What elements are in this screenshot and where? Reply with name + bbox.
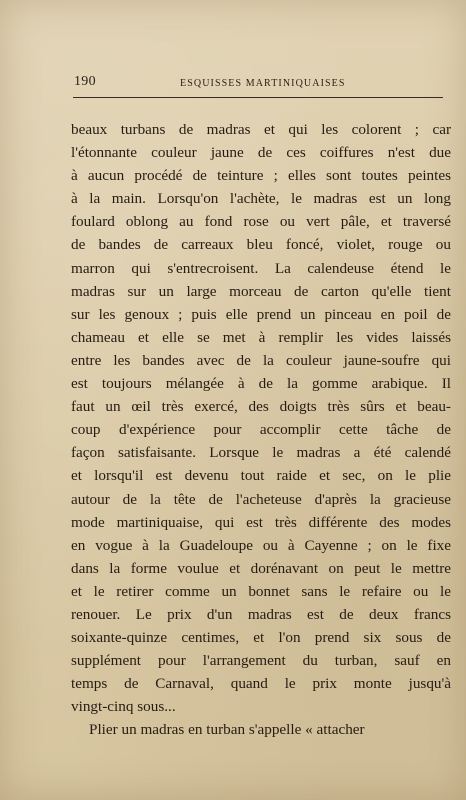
text-line: marron qui s'entrecroisent. La calendeuse étend le [71, 259, 451, 277]
text-line: l'étonnante couleur jaune de ces coiffures n'est due [71, 144, 451, 162]
text-line: à la main. Lorsqu'on l'achète, le madras est un long [71, 190, 451, 208]
text-line: façon satisfaisante. Lorsque le madras a été calendé [71, 444, 451, 462]
text-line: autour de la tête de l'acheteuse d'après la gracieuse [71, 490, 451, 508]
header-rule [73, 97, 443, 98]
text-line: renouer. Le prix d'un madras est de deux francs [71, 605, 451, 623]
body-text [71, 118, 451, 742]
text-line: est toujours mélangée à de la gomme arabique. Il [71, 375, 451, 393]
text-line: supplément pour l'arrangement du turban, sauf en [71, 652, 451, 670]
running-title: ESQUISSES MARTINIQUAISES [180, 78, 346, 89]
text-line: et le retirer comme un bonnet sans le refaire ou le [71, 582, 451, 600]
text-line: beaux turbans de madras et qui les colorent ; car [71, 121, 451, 138]
text-line: sur les genoux ; puis elle prend un pinceau en poil de [71, 305, 451, 323]
text-line: madras sur un large morceau de carton qu'elle tient [71, 282, 451, 300]
text-line: mode martiniquaise, qui est très différente des modes [71, 513, 451, 531]
page-number: 190 [74, 74, 96, 89]
text-line: à aucun procédé de teinture ; elles sont toutes peintes [71, 167, 451, 185]
page-header [74, 74, 442, 94]
text-line: dans la forme voulue et dorénavant on peut le mettre [71, 559, 451, 577]
text-line: et lorsqu'il est devenu tout raide et sec, on le plie [71, 467, 451, 485]
text-line: soixante-quinze centimes, et l'on prend six sous de [71, 629, 451, 647]
text-line: temps de Carnaval, quand le prix monte jusqu'à [71, 675, 451, 693]
text-line: vingt-cinq sous... [71, 698, 176, 716]
text-line: en vogue à la Guadeloupe ou à Cayenne ; on le fixe [71, 536, 451, 554]
text-line: entre les bandes avec de la couleur jaune-soufre qui [71, 351, 451, 369]
text-line: Plier un madras en turban s'appelle « attacher [89, 721, 365, 739]
text-line: foulard oblong au fond rose ou vert pâle, et traversé [71, 213, 451, 231]
text-line: chameau et elle se met à remplir les vides laissés [71, 328, 451, 346]
text-line: faut un œil très exercé, des doigts très sûrs et beau- [71, 398, 451, 416]
text-line: de bandes de carreaux bleu foncé, violet, rouge ou [71, 236, 451, 254]
text-line: coup d'expérience pour accomplir cette tâche de [71, 421, 451, 439]
